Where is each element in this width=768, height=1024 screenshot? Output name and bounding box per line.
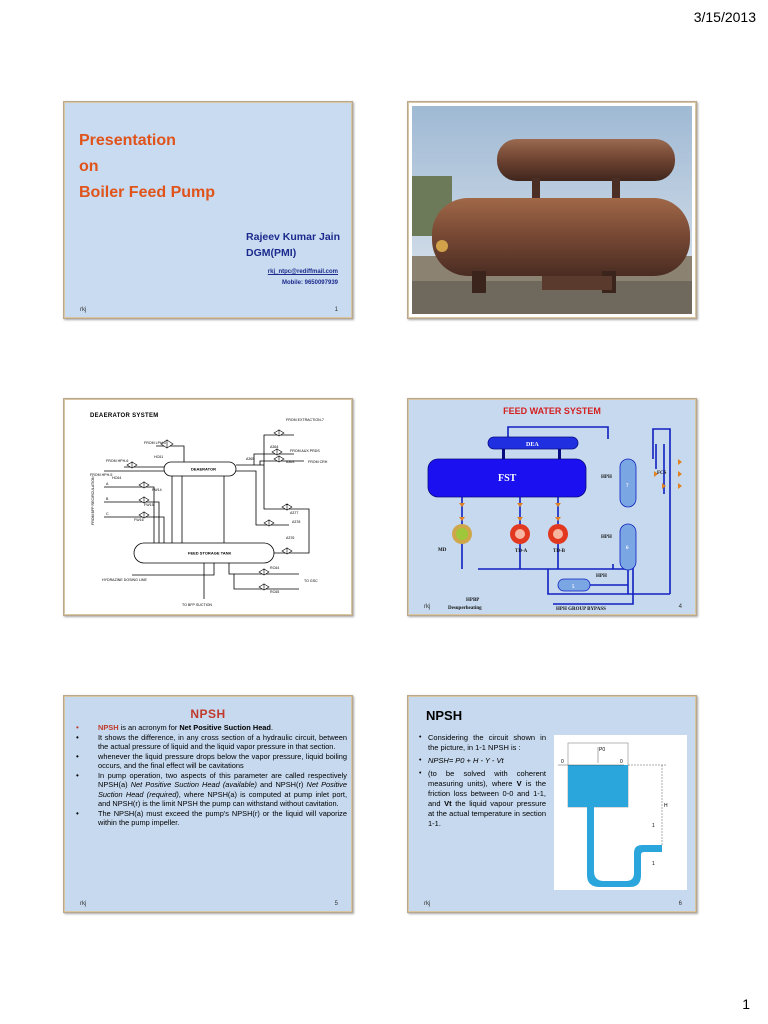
slide-2-photo xyxy=(407,101,697,319)
label-heater-7: 7 xyxy=(626,484,629,489)
author-mobile: Mobile: 9650097939 xyxy=(281,280,338,286)
title-line-1: Presentation xyxy=(79,132,176,149)
suction-pipe xyxy=(587,807,662,887)
label-feed-storage-tank: FEED STORAGE TANK xyxy=(188,550,232,556)
page-number: 1 xyxy=(742,996,750,1012)
feed-water-diagram xyxy=(408,399,696,615)
label-b: B xyxy=(106,497,109,501)
author-name: Rajeev Kumar Jain xyxy=(246,231,340,243)
slide-footer-left: rkj xyxy=(80,307,87,313)
label-fw14: FW14 xyxy=(152,488,162,492)
author-email: rkj_ntpc@rediffmail.com xyxy=(267,269,338,275)
label-a363: A363 xyxy=(286,460,295,464)
label-heater-5: 5 xyxy=(572,585,575,590)
label-p0: P0 xyxy=(599,747,606,753)
label-hph-top: HPH xyxy=(601,475,612,480)
title-line-2: on xyxy=(79,158,99,175)
label-hph-mid: HPH xyxy=(601,535,612,540)
slide-5-npsh-definition xyxy=(63,695,353,913)
slide-number: 1 xyxy=(334,307,338,313)
list-item: • In pump operation, two aspects of this parameter are called respectively NPSH(a) Net Positive Suction Head (available) and NPSH(r) Net Positive Suction Head (required), where NPSH(a) is computed at pump inlet port, and NPSH(r) is the limit NPSH the pump can withstand without cavitation. xyxy=(76,770,347,808)
label-a378: A378 xyxy=(292,520,301,524)
label-fst: FST xyxy=(498,473,517,484)
list-item: • It shows the difference, in any cross section of a hydraulic circuit, between the actual pressure of liquid and the liquid vapor pressure in that section. xyxy=(76,732,347,752)
title-line-3: Boiler Feed Pump xyxy=(79,184,216,201)
label-rc64: RC64 xyxy=(270,566,280,570)
slide-3-deaerator-system xyxy=(63,398,353,616)
label-hpbp: HPBP xyxy=(466,598,480,603)
print-date: 3/15/2013 xyxy=(693,9,756,25)
pump-md xyxy=(452,524,472,544)
label-a377: A377 xyxy=(290,511,299,515)
slide-footer-left: rkj xyxy=(424,901,431,907)
deaerator-photo xyxy=(412,106,692,314)
label-dea: DEA xyxy=(526,442,539,448)
slide-footer-left: rkj xyxy=(80,901,87,907)
list-item: • NPSH is an acronym for Net Positive Suction Head. xyxy=(76,723,273,732)
label-zero-left: 0 xyxy=(561,759,564,765)
label-c: C xyxy=(106,512,109,516)
slide-title: FEED WATER SYSTEM xyxy=(503,406,601,416)
slide-number: 6 xyxy=(678,901,682,907)
slide-title: NPSH xyxy=(190,707,226,721)
hph-7 xyxy=(620,459,636,507)
label-hc61: HC61 xyxy=(154,455,164,459)
npsh-circuit-diagram xyxy=(554,735,687,890)
slide-number: 5 xyxy=(334,901,338,907)
label-hph-bottom: HPH xyxy=(596,574,607,579)
label-hph-group-bypass: HPH GROUP BYPASS xyxy=(556,607,606,612)
label-td-a: TD-A xyxy=(515,549,528,554)
label-from-crh: FROM CRH xyxy=(308,460,328,464)
label-desuperheating: Desuperheating xyxy=(448,606,482,611)
slide-4-feed-water-system xyxy=(407,398,697,616)
slide-title: NPSH xyxy=(426,708,463,723)
label-from-hph6: FROM HPH-6 xyxy=(106,459,129,463)
slide-footer-left: rkj xyxy=(424,604,431,610)
label-fw15: FW15 xyxy=(144,503,154,507)
label-one-bottom: 1 xyxy=(652,861,655,867)
slide-1-title xyxy=(63,101,353,319)
list-item: • whenever the liquid pressure drops below the vapor pressure, liquid boiling occurs, and the final effect will be cavitations xyxy=(76,751,347,771)
label-a376: A376 xyxy=(286,536,295,540)
label-to-bfp-suction: TO BFP SUCTION xyxy=(182,603,213,607)
label-deaerator: DEAERATOR xyxy=(191,466,216,472)
slide-number: 4 xyxy=(678,604,682,610)
pump-td-b xyxy=(548,524,568,544)
label-td-b: TD-B xyxy=(553,549,565,554)
npsh-bullet-list xyxy=(72,723,347,828)
deaerator-schematic xyxy=(64,399,352,615)
label-hc64: HC64 xyxy=(112,476,122,480)
tank-liquid xyxy=(568,765,628,807)
slide-title: DEAERATOR SYSTEM xyxy=(90,413,159,419)
label-rc65: RC65 xyxy=(270,590,280,594)
label-from-bfp-recirculation: FROM BFP RECIRCULATION xyxy=(91,476,95,525)
contact-block xyxy=(268,267,338,289)
list-item: • (to be solved with coherent measuring units), where V is the friction loss between 0-0 and 1-1, and Vt the liquid vapour pressure at the actual temperature in section 1-1. xyxy=(419,769,547,828)
label-a364: A364 xyxy=(270,445,279,449)
list-item: • Considering the circuit shown in the picture, in 1-1 NPSH is : xyxy=(419,733,546,752)
label-from-aux-prds: FROM AUX PRDS xyxy=(290,449,320,453)
list-item: • The NPSH(a) must exceed the pump's NPSH(r) or the liquid will vaporize within the pump impeller. xyxy=(76,808,347,827)
label-h: H xyxy=(664,803,668,809)
label-zero-right: 0 xyxy=(620,759,623,765)
npsh-bullet-list xyxy=(418,733,546,832)
label-fw16: FW16 xyxy=(134,518,144,522)
slide-6-npsh-circuit xyxy=(407,695,697,913)
label-a: A xyxy=(106,482,109,486)
list-item: • NPSH= P0 + H - Y - Vt xyxy=(419,756,504,765)
presentation-title xyxy=(79,128,215,206)
author-designation: DGM(PMI) xyxy=(246,247,297,259)
pump-td-a xyxy=(510,524,530,544)
label-from-hph5: FROM HPH-5 xyxy=(90,473,113,477)
label-from-extraction: FROM EXTRACTION-7 xyxy=(286,418,324,422)
label-fcs: FCS xyxy=(657,471,667,476)
label-from-lph3: FROM LPH-3 xyxy=(144,441,166,445)
label-heater-6: 6 xyxy=(626,546,629,551)
label-hydrazine-dosing: HYDRAZINE DOSING LINE xyxy=(102,578,147,582)
label-a365: A365 xyxy=(246,457,255,461)
label-md: MD xyxy=(438,548,447,553)
author-block xyxy=(246,229,340,261)
label-to-gsc: TO GSC xyxy=(304,579,318,583)
label-one-top: 1 xyxy=(652,823,655,829)
